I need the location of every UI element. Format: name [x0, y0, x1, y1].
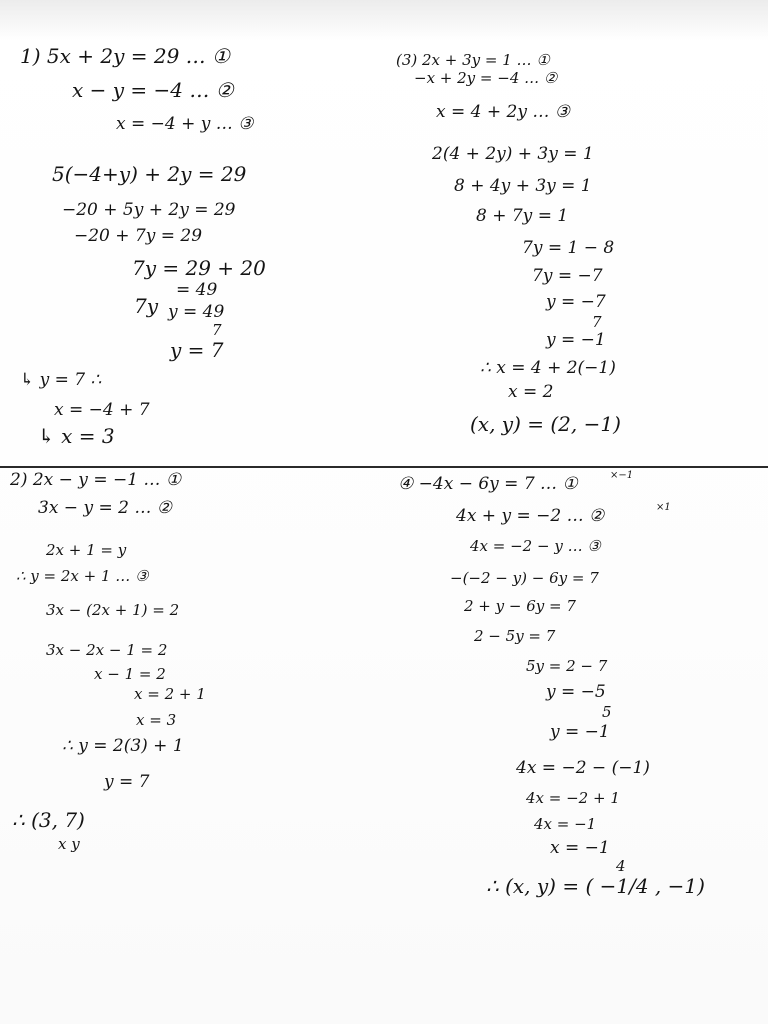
problem-3-line: (3) 2x + 3y = 1 … ①: [396, 51, 550, 69]
problem-3-line: (x, y) = (2, −1): [470, 412, 621, 436]
problem-4-line: x = −1: [550, 838, 610, 858]
problem-2-line: x y: [58, 835, 80, 853]
problem-1-line: 7y: [134, 294, 159, 318]
problem-4-line: 4x + y = −2 … ②: [456, 506, 605, 526]
problem-4-line: y = −1: [550, 722, 610, 742]
problem-1-line: = 49: [176, 280, 218, 300]
problem-1-line: y = 49: [168, 302, 225, 322]
problem-1-line: ↳ x = 3: [38, 424, 115, 448]
problem-2-line: 2) 2x − y = −1 … ①: [10, 470, 182, 490]
page-top-shadow: [0, 0, 768, 40]
problem-3-line: 2(4 + 2y) + 3y = 1: [432, 144, 594, 164]
problem-3-line: x = 2: [508, 382, 554, 402]
problem-3-line: 8 + 4y + 3y = 1: [454, 176, 592, 196]
problem-1-line: −20 + 7y = 29: [74, 226, 203, 246]
problem-1-line: ↳ y = 7 ∴: [20, 370, 102, 390]
problem-4-line: 2 − 5y = 7: [474, 627, 556, 645]
problem-1-line: 1) 5x + 2y = 29 … ①: [20, 44, 230, 68]
problem-1-line: x − y = −4 … ②: [72, 78, 234, 102]
problem-2-line: x − 1 = 2: [94, 665, 166, 683]
problem-2-line: ∴ y = 2(3) + 1: [62, 736, 184, 756]
problem-4-line: 4x = −2 − y … ③: [470, 537, 601, 555]
problem-2-line: 3x − y = 2 … ②: [38, 498, 172, 518]
problem-4-line: −(−2 − y) − 6y = 7: [450, 569, 599, 587]
problem-4-line: y = −5: [546, 682, 606, 702]
problem-4-line: 4: [616, 857, 626, 875]
problem-2-line: x = 2 + 1: [134, 685, 206, 703]
problem-3-line: 7y = 1 − 8: [522, 238, 615, 258]
problem-3-line: y = −1: [546, 330, 606, 350]
problem-3: [392, 46, 762, 464]
problem-3-line: 8 + 7y = 1: [476, 206, 569, 226]
problem-4-line: 4x = −2 − (−1): [516, 758, 650, 778]
problem-4: [398, 470, 764, 930]
problem-3-line: 7: [592, 313, 602, 331]
problem-3-line: −x + 2y = −4 … ②: [414, 69, 558, 87]
problem-2-line: x = 3: [136, 711, 177, 729]
problem-4-line: 4x = −2 + 1: [526, 789, 620, 807]
problem-4-line: ④ −4x − 6y = 7 … ①: [398, 474, 578, 494]
problem-1-line: 5(−4+y) + 2y = 29: [52, 162, 247, 186]
problem-4-line: ×1: [656, 502, 671, 513]
problem-4-line: ×−1: [610, 470, 634, 481]
problem-3-line: y = −7: [546, 292, 606, 312]
problem-2-line: ∴ y = 2x + 1 … ③: [16, 567, 149, 585]
problem-4-line: 5: [602, 703, 612, 721]
problem-1-line: y = 7: [170, 338, 224, 362]
problem-3-line: ∴ x = 4 + 2(−1): [480, 358, 616, 378]
problem-1-line: x = −4 + y … ③: [116, 114, 254, 134]
problem-2-line: y = 7: [104, 772, 150, 792]
problem-4-line: 5y = 2 − 7: [526, 657, 608, 675]
problem-3-line: x = 4 + 2y … ③: [436, 102, 570, 122]
section-divider-line: [0, 466, 768, 468]
problem-2-line: ∴ (3, 7): [12, 808, 85, 832]
problem-1-line: x = −4 + 7: [54, 400, 150, 420]
problem-1-line: −20 + 5y + 2y = 29: [62, 200, 236, 220]
problem-1-line: 7: [212, 321, 222, 339]
problem-2-line: 3x − 2x − 1 = 2: [46, 641, 168, 659]
problem-3-line: 7y = −7: [532, 266, 603, 286]
problem-2-line: 3x − (2x + 1) = 2: [46, 601, 180, 619]
problem-1-line: 7y = 29 + 20: [132, 256, 266, 280]
problem-2: [10, 470, 380, 890]
problem-4-line: 2 + y − 6y = 7: [464, 597, 576, 615]
problem-1: [20, 40, 380, 460]
problem-4-line: 4x = −1: [534, 815, 597, 833]
problem-2-line: 2x + 1 = y: [46, 541, 127, 559]
problem-4-line: ∴ (x, y) = ( −1/4 , −1): [486, 874, 705, 898]
